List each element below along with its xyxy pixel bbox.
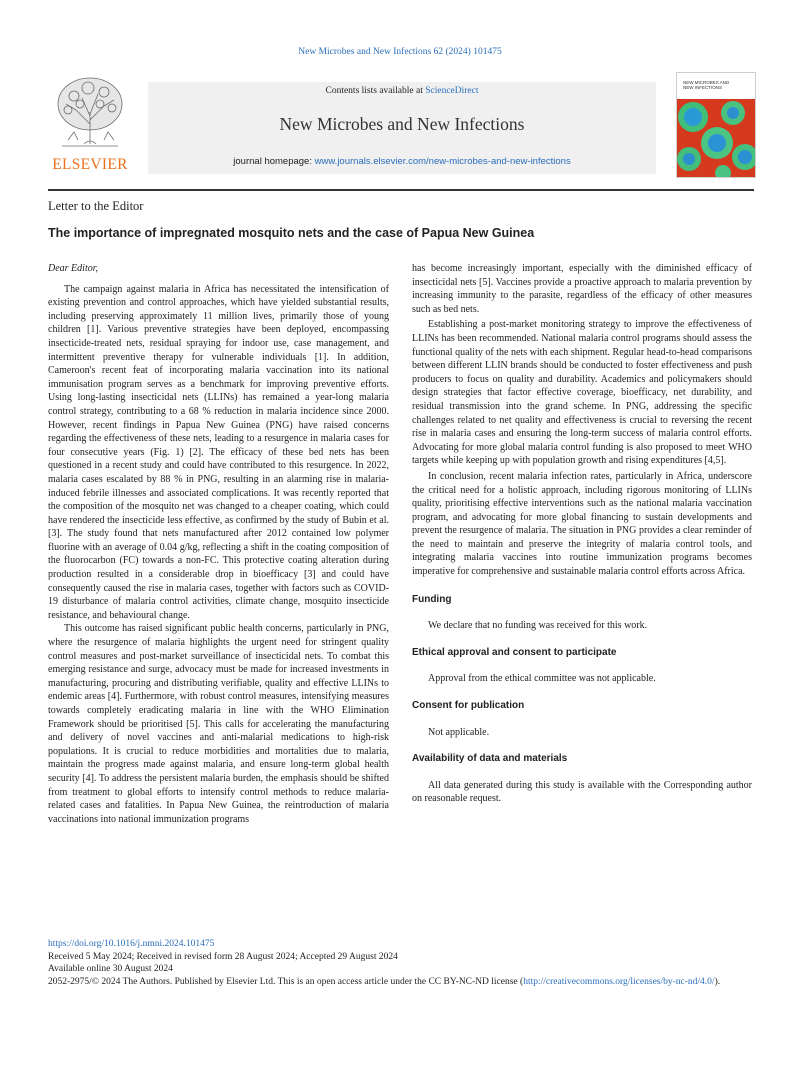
body-paragraph: The campaign against malaria in Africa has necessitated the intensification of existing prevention and control approaches, which have yielded substantial results, including preserving approximately 11 million lives, primarily those of young children [1]. Various preventive strategies have been deployed, encompassing insecticide-treated nets, residual spraying for indoor use, case management, and intermittent preventive therapy for vulnerable individuals [1]. In addition, Cameroon's recent feat of incorporating malaria vaccination into its national immunisation program serves as a benchmark for improving preventive efforts. Using long-lasting insecticidal nets (LLINs) has remained a year-long malaria control strategy, contributing to a 68 % reduction in malaria incidence since 2000. However, recent findings in Papua New Guinea (PNG) have raised concerns regarding the effectiveness of these nets, leading to a resurgence in malaria cases for four consecutive years (Fig. 1) [2]. The efficacy of these bed nets has been questioned in a recent study and could have contributed to this resurgence. In 2022, malaria cases escalated by 88 % in PNG, resulting in an alarming rise in malaria-induced febrile illnesses and associated complications. It was recently reported that the composition of the mosquito net was changed to a cheaper coating, which could have rendered the insecticide less effective, as confirmed by the study of Bubin et al. [3]. The study found that nets manufactured after 2012 contained low polymer fluorine with an average of 0.04 g/kg, reflecting a shift in the coating composition of the fluorocarbon (FC) towards a non-FC. This protective coating alteration during production resulted in a considerable drop in bioefficacy [3] and could have consequently caused the rise in malaria cases, together with factors such as COVID-19 disturbance of malaria control activities, climate change, mosquito insecticide resistance, and behavioural change. <box>48 283 389 621</box>
contents-prefix: Contents lists available at <box>325 86 426 96</box>
doi-link[interactable]: https://doi.org/10.1016/j.nmni.2024.101475 <box>48 939 215 949</box>
cover-title <box>683 80 729 90</box>
journal-reference[interactable]: New Microbes and New Infections 62 (2024) 101475 <box>298 47 502 57</box>
cover-title-line2: NEW INFECTIONS <box>683 85 722 90</box>
homepage-line <box>148 156 656 167</box>
section-body-consent: Not applicable. <box>428 726 490 738</box>
masthead-center <box>148 82 656 174</box>
cover-header <box>677 73 755 99</box>
header-rule <box>48 189 754 191</box>
body-paragraph: Establishing a post-market monitoring strategy to improve the effectiveness of LLINs has been recommended. National malaria control programs should assess the functional quality of the nets with each shipment. Regular head-to-head comparisons between different LLIN brands should be conducted to foster effectiveness and push producers to focus on quality and durability. Academics and policymakers should design strategies that factor effective coverage, bioefficacy, net durability, and residual transmission into the grand scheme. In PNG, addressing the specific challenges related to net quality and effectiveness is crucial to reversing the recent rise in malaria cases and ensuring the long-term success of malaria control efforts. Advocating for more global malaria control funding is also proposed to meet WHO targets while keeping up with population growth and rising expenditures [4,5]. <box>412 319 752 467</box>
sciencedirect-link[interactable]: ScienceDirect <box>425 86 479 96</box>
article-title: The importance of impregnated mosquito nets and the case of Papua New Guinea <box>48 226 535 240</box>
section-body-funding: We declare that no funding was received for this work. <box>428 620 648 632</box>
body-paragraph-continued: has become increasingly important, especially with the diminished efficacy of insecticidal nets [5]. Vaccines provide a proactive approach to malaria prevention by increasing immunity to the parasite, regardless of the efficacy of other measures such as bed nets. <box>412 263 752 315</box>
section-body-data-availability: All data generated during this study is available with the Corresponding author on reasonable request. <box>412 779 752 805</box>
elsevier-wordmark: ELSEVIER <box>52 156 128 173</box>
license-statement <box>48 976 754 989</box>
elsevier-logo[interactable] <box>48 72 132 177</box>
section-body-ethics: Approval from the ethical committee was not applicable. <box>428 673 656 685</box>
received-dates: Received 5 May 2024; Received in revised form 28 August 2024; Accepted 29 August 2024 <box>48 951 398 962</box>
license-suffix: ). <box>714 976 721 987</box>
section-heading-funding: Funding <box>412 593 452 605</box>
section-heading-consent: Consent for publication <box>412 700 525 712</box>
article-type: Letter to the Editor <box>48 199 144 213</box>
right-column <box>412 262 752 806</box>
homepage-link[interactable]: www.journals.elsevier.com/new-microbes-and-new-infections <box>314 156 571 167</box>
available-online: Available online 30 August 2024 <box>48 964 173 974</box>
cover-title-line1: NEW MICROBES AND <box>683 80 730 85</box>
journal-masthead <box>48 72 754 182</box>
elsevier-tree-icon <box>54 74 126 152</box>
left-column <box>48 262 389 826</box>
body-paragraph: This outcome has raised significant public health concerns, particularly in PNG, where the resurgence of malaria highlights the urgent need for stringent quality control measures and post-market surveillance of insecticidal nets. To combat this emerging resistance and surge, advocacy must be made for increased investments in manufacturing, procuring and distributing verifiable, quality and effective LLINs to endemic areas [4]. Furthermore, with robust control measures, intensifying measures towards completely eradicating malaria in line with the WHO Elimination Framework should be prioritised [5]. This calls for accelerating the manufacturing and delivery of novel vaccines and anti-malarial medications to high-risk populations. It is crucial to reduce morbidities and mortalities due to malaria, maintain the progress made against malaria, and ensure long-term global health security [4]. To address the persistent malaria burden, the emphasis should be shifted from treatment to global efforts to intensify control methods to reduce malaria-related cases and fatalities. In Papua New Guinea, the reintroduction of malaria vaccinations into national immunization programs <box>48 623 389 825</box>
section-heading-ethics: Ethical approval and consent to participate <box>412 646 617 658</box>
license-link[interactable]: http://creativecommons.org/licenses/by-nc-nd/4.0/ <box>523 976 715 987</box>
salutation: Dear Editor, <box>48 263 98 274</box>
cover-bacteria-image <box>677 99 755 177</box>
journal-cover-thumbnail[interactable] <box>676 72 756 178</box>
article-footer <box>48 938 754 988</box>
contents-line <box>148 86 656 96</box>
homepage-label: journal homepage: <box>233 156 315 167</box>
license-prefix: 2052-2975/© 2024 The Authors. Published by Elsevier Ltd. This is an open access article under the CC BY-NC-ND license ( <box>48 976 524 987</box>
section-heading-data-availability: Availability of data and materials <box>412 753 568 765</box>
body-paragraph: In conclusion, recent malaria infection rates, particularly in Africa, underscore the critical need for a holistic approach, including rigorous monitoring of LLINs quality, prioritising effective interventions such as the national malaria vaccination program, and advocating for more global financing to sustain developments and prevent the resurgence of malaria. The situation in PNG provides a clear reminder of the need to maintain and preserve the integrity of malaria control tools, and integrating malaria vaccines into routine immunization programs becomes imperative for comprehensive and sustainable malaria control efforts across Africa. <box>412 470 752 578</box>
journal-title: New Microbes and New Infections <box>279 114 525 134</box>
